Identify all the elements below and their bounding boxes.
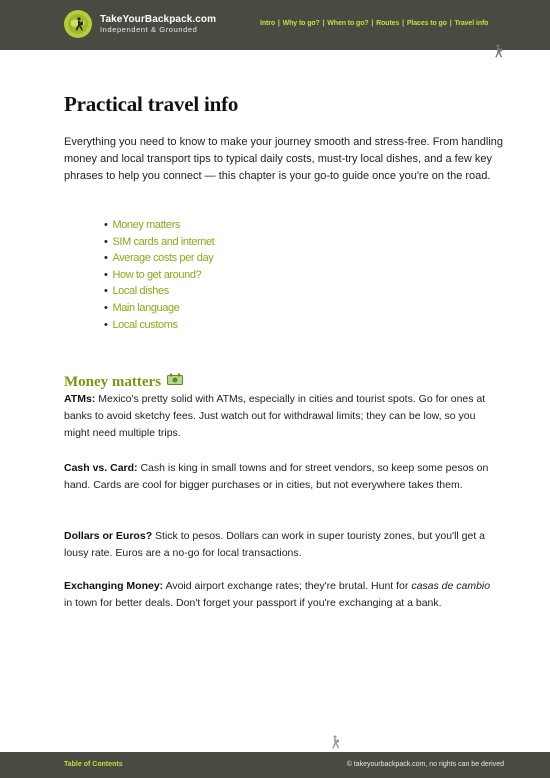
dollars-or-euros-label: Dollars or Euros? <box>64 530 153 542</box>
list-item <box>104 317 214 334</box>
exchanging-money-paragraph <box>64 578 500 612</box>
section-title <box>64 373 183 391</box>
nav-travel-info[interactable]: Travel info <box>454 20 489 27</box>
cash-vs-card-label: Cash vs. Card: <box>64 462 138 474</box>
page-title: Practical travel info <box>64 92 239 116</box>
section-title-text: Money matters <box>64 373 162 390</box>
toc-link-sim-cards[interactable]: SIM cards and internet <box>112 235 215 248</box>
toc-link-local-dishes[interactable]: Local dishes <box>112 285 169 298</box>
brand-name[interactable]: TakeYourBackpack.com <box>100 14 217 25</box>
exchanging-money-text-before: Avoid airport exchange rates; they're brutal. Hunt for <box>163 580 412 592</box>
toc-link-main-language[interactable]: Main language <box>112 301 180 314</box>
cash-vs-card-paragraph <box>64 460 500 494</box>
intro-paragraph: Everything you need to know to make your journey smooth and stress-free. From handling money and local transport tips to typical daily costs, must-try local dishes, and a few key phrases to help you connect — this chapter is your go-to guide once you're on the road. <box>64 136 504 182</box>
brand-tagline: Independent & Grounded <box>100 25 198 34</box>
hiker-icon <box>493 44 505 63</box>
list-item <box>104 300 214 317</box>
exchanging-money-italic: casas de cambio <box>411 580 491 592</box>
page-header <box>0 0 550 50</box>
atms-paragraph <box>64 391 500 442</box>
cash-vs-card-text: Cash is king in small towns and for street vendors, so keep some pesos on hand. Cards are cool for bigger purchases or in cities, but not everywhere takes them. <box>64 462 489 491</box>
globe-hiker-logo-icon[interactable] <box>64 10 92 38</box>
nav-places-to-go[interactable]: Places to go <box>406 20 447 27</box>
top-navigation: Intro | Why to go? | When to go? | Routes | Places to go | Travel info <box>260 20 489 27</box>
dollars-or-euros-text: Stick to pesos. Dollars can work in super touristy zones, but you'll get a lousy rate. Euros are a no-go for local transactions. <box>64 530 486 559</box>
list-item <box>104 234 214 251</box>
list-item <box>104 217 214 234</box>
list-item <box>104 250 214 267</box>
brand <box>100 14 216 35</box>
atms-label: ATMs: <box>64 393 96 405</box>
list-item <box>104 267 214 284</box>
toc-link-get-around[interactable]: How to get around? <box>112 268 202 281</box>
nav-why-to-go[interactable]: Why to go? <box>282 20 320 27</box>
toc-link-average-costs[interactable]: Average costs per day <box>112 252 214 265</box>
page-footer <box>0 752 550 778</box>
copyright-notice: © takeyourbackpack.com, no rights can be derived <box>346 761 504 768</box>
dollars-or-euros-paragraph <box>64 528 500 562</box>
nav-intro[interactable]: Intro <box>260 20 276 27</box>
nav-routes[interactable]: Routes <box>376 20 400 27</box>
toc-link-money-matters[interactable]: Money matters <box>112 219 180 231</box>
nav-when-to-go[interactable]: When to go? <box>327 20 369 27</box>
exchanging-money-text-after: in town for better deals. Don't forget your passport if you're exchanging at a bank. <box>64 597 442 609</box>
list-item <box>104 283 214 300</box>
table-of-contents-link[interactable]: Table of Contents <box>64 761 123 768</box>
toc-link-local-customs[interactable]: Local customs <box>112 318 178 331</box>
money-icon <box>167 373 183 391</box>
exchanging-money-label: Exchanging Money: <box>64 580 164 592</box>
atms-text: Mexico's pretty solid with ATMs, especially in cities and tourist spots. Go for ones at banks to avoid sketchy fees. Just watch out for withdrawal limits; they can be low, so you might need multiple trips. <box>64 393 486 439</box>
chapter-contents-list <box>104 217 214 333</box>
